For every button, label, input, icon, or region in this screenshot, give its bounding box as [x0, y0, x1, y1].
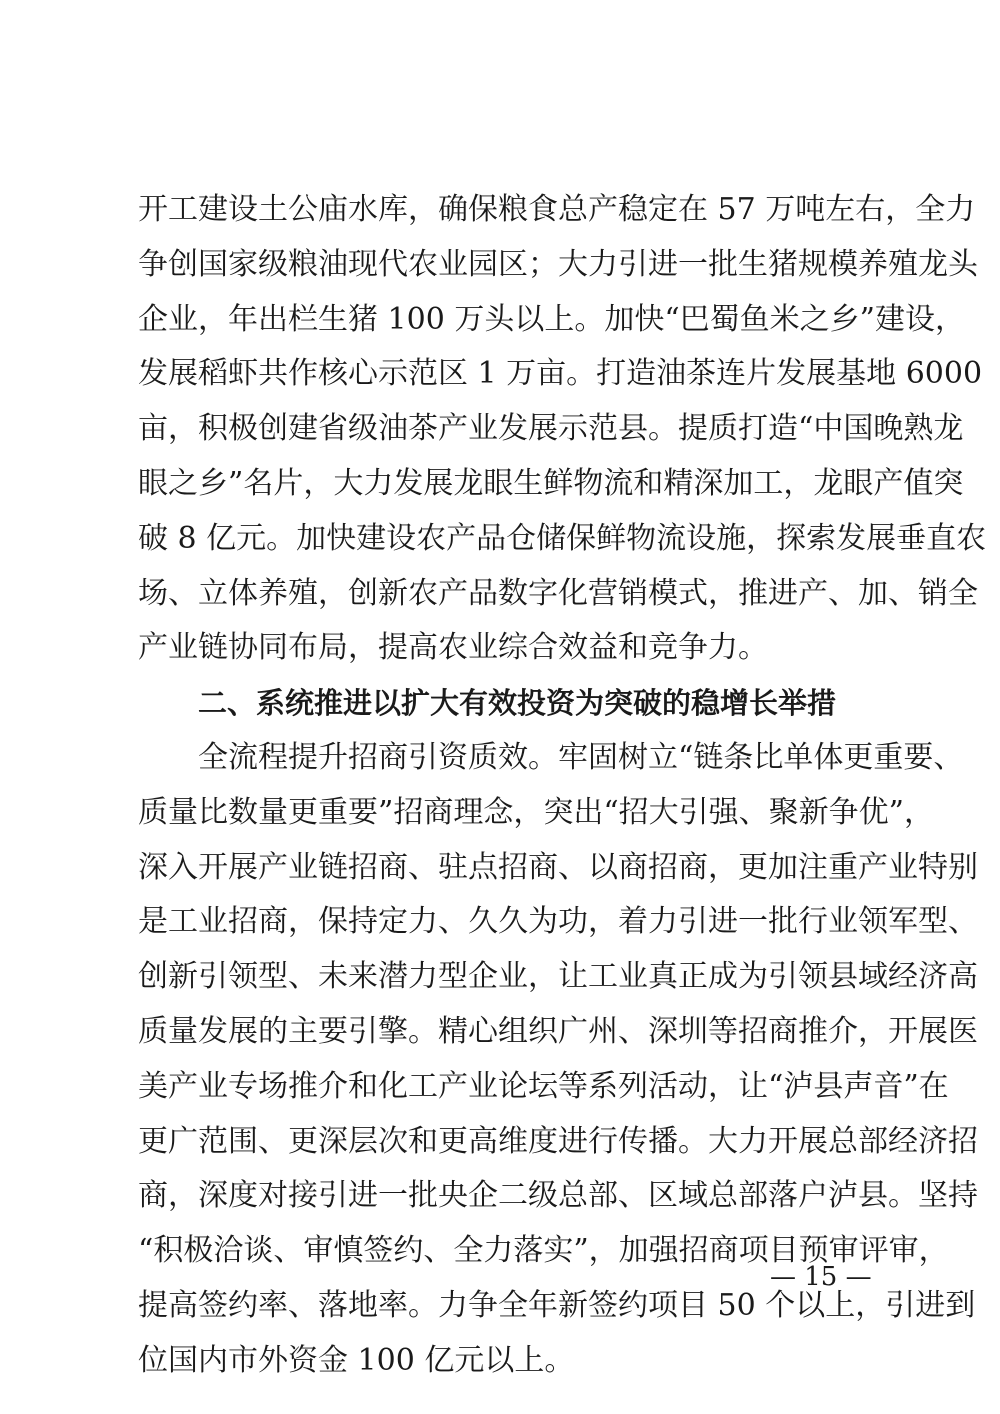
paragraph-1-line-8: 场、立体养殖，创新农产品数字化营销模式，推进产、加、销全	[138, 575, 978, 611]
paragraph-1-line-6: 眼之乡”名片，大力发展龙眼生鲜物流和精深加工，龙眼产值突	[138, 465, 964, 501]
paragraph-1-line-1: 开工建设土公庙水库，确保粮食总产稳定在 57 万吨左右，全力	[138, 192, 976, 227]
paragraph-2-line-4: 是工业招商，保持定力、久久为功，着力引进一批行业领军型、	[138, 904, 978, 940]
paragraph-2-line-12: 位国内市外资金 100 亿元以上。	[138, 1342, 575, 1378]
body-text	[138, 183, 987, 1389]
paragraph-2-line-3: 深入开展产业链招商、驻点招商、以商招商，更加注重产业特别	[138, 849, 978, 885]
paragraph-1-line-5: 亩，积极创建省级油茶产业发展示范县。提质打造“中国晚熟龙	[138, 411, 964, 447]
page-number: — 15 —	[770, 1262, 872, 1292]
paragraph-1-line-4: 发展稻虾共作核心示范区 1 万亩。打造油茶连片发展基地 6000	[138, 356, 983, 392]
paragraph-2-line-1: 全流程提升招商引资质效。牢固树立“链条比单体更重要、	[198, 739, 964, 775]
paragraph-2-line-6: 质量发展的主要引擎。精心组织广州、深圳等招商推介，开展医	[138, 1013, 978, 1049]
paragraph-1-line-7: 破 8 亿元。加快建设农产品仓储保鲜物流设施，探索发展垂直农	[138, 520, 987, 556]
paragraph-2-line-10: “积极洽谈、审慎签约、全力落实”，加强招商项目预审评审，	[138, 1233, 949, 1269]
paragraph-2-line-9: 商，深度对接引进一批央企二级总部、区域总部落户泸县。坚持	[138, 1178, 978, 1214]
paragraph-1-line-9: 产业链协同布局，提高农业综合效益和竞争力。	[138, 630, 768, 666]
paragraph-2-line-11: 提高签约率、落地率。力争全年新签约项目 50 个以上，引进到	[138, 1287, 976, 1323]
paragraph-2-line-5: 创新引领型、未来潜力型企业，让工业真正成为引领县域经济高	[138, 959, 978, 995]
paragraph-1-line-2: 争创国家级粮油现代农业园区；大力引进一批生猪规模养殖龙头	[138, 246, 978, 282]
paragraph-2-line-2: 质量比数量更重要”招商理念，突出“招大引强、聚新争优”，	[138, 794, 935, 830]
paragraph-2-line-8: 更广范围、更深层次和更高维度进行传播。大力开展总部经济招	[138, 1123, 978, 1159]
section-heading: 二、系统推进以扩大有效投资为突破的稳增长举措	[198, 686, 837, 721]
paragraph-1-line-3: 企业，年出栏生猪 100 万头以上。加快“巴蜀鱼米之乡”建设，	[138, 301, 966, 337]
paragraph-2-line-7: 美产业专场推介和化工产业论坛等系列活动，让“泸县声音”在	[138, 1068, 949, 1104]
